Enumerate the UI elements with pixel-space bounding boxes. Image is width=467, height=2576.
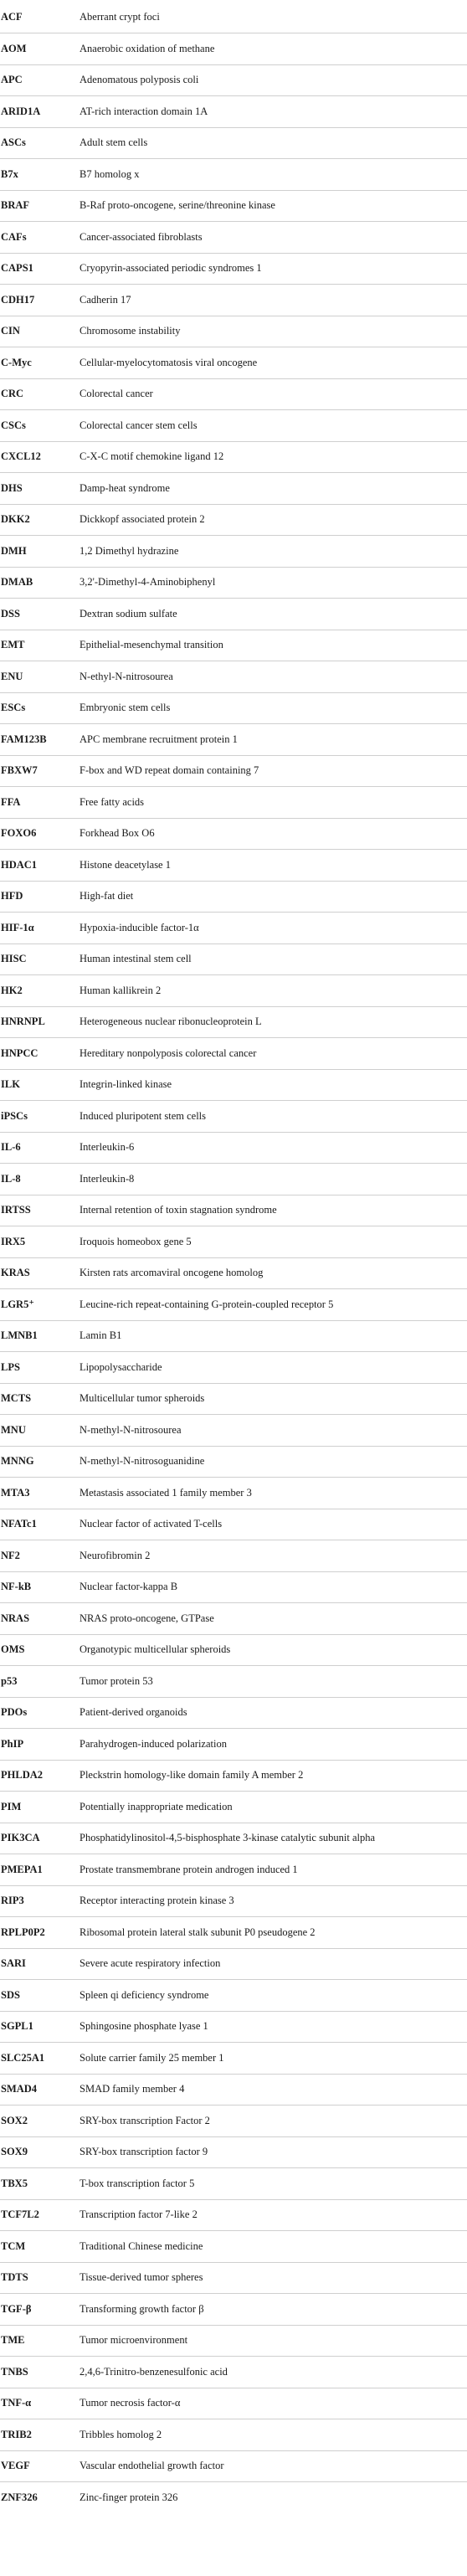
abbreviation-cell: NRAS: [0, 1603, 80, 1635]
table-row: [0, 2136, 467, 2168]
definition-cell: N-ethyl-N-nitrosourea: [80, 661, 467, 693]
table-row: [0, 1885, 467, 1917]
definition-cell: Histone deacetylase 1: [80, 850, 467, 882]
abbreviation-cell: CSCs: [0, 410, 80, 442]
definition-cell: Phosphatidylinositol-4,5-bisphosphate 3-kinase catalytic subunit alpha: [80, 1823, 467, 1854]
table-row: [0, 1038, 467, 1070]
table-row: [0, 378, 467, 410]
table-row: [0, 755, 467, 787]
definition-cell: Nuclear factor-kappa B: [80, 1571, 467, 1603]
definition-cell: Lipopolysaccharide: [80, 1352, 467, 1384]
definition-cell: Nuclear factor of activated T-cells: [80, 1509, 467, 1540]
definition-cell: Integrin-linked kinase: [80, 1069, 467, 1101]
table-row: [0, 441, 467, 473]
definition-cell: Cellular-myelocytomatosis viral oncogene: [80, 347, 467, 379]
definition-cell: Prostate transmembrane protein androgen induced 1: [80, 1854, 467, 1886]
table-row: [0, 1634, 467, 1666]
definition-cell: AT-rich interaction domain 1A: [80, 96, 467, 128]
definition-cell: Multicellular tumor spheroids: [80, 1383, 467, 1415]
definition-cell: SRY-box transcription Factor 2: [80, 2106, 467, 2137]
definition-cell: Tumor necrosis factor-α: [80, 2388, 467, 2419]
table-row: [0, 787, 467, 819]
table-row: [0, 1603, 467, 1635]
definition-cell: Pleckstrin homology-like domain family A member 2: [80, 1760, 467, 1792]
abbreviation-cell: CRC: [0, 378, 80, 410]
table-row: [0, 2011, 467, 2043]
table-row: [0, 692, 467, 724]
abbreviation-cell: FBXW7: [0, 755, 80, 787]
abbreviation-cell: TCF7L2: [0, 2199, 80, 2231]
definition-cell: B7 homolog x: [80, 159, 467, 191]
table-row: [0, 1980, 467, 2012]
definition-cell: Solute carrier family 25 member 1: [80, 2043, 467, 2075]
abbreviation-cell: DKK2: [0, 504, 80, 536]
definition-cell: B-Raf proto-oncogene, serine/threonine kinase: [80, 190, 467, 222]
definition-cell: Chromosome instability: [80, 316, 467, 347]
table-row: [0, 1257, 467, 1289]
definition-cell: Human kallikrein 2: [80, 975, 467, 1007]
definition-cell: Leucine-rich repeat-containing G-protein-coupled receptor 5: [80, 1289, 467, 1321]
table-row: [0, 1729, 467, 1761]
definition-cell: N-methyl-N-nitrosourea: [80, 1415, 467, 1447]
abbreviation-cell: PDOs: [0, 1697, 80, 1729]
table-row: [0, 2043, 467, 2075]
definition-cell: 2,4,6-Trinitro-benzenesulfonic acid: [80, 2357, 467, 2388]
definition-cell: Colorectal cancer stem cells: [80, 410, 467, 442]
definition-cell: Anaerobic oxidation of methane: [80, 33, 467, 65]
abbreviation-cell: PIM: [0, 1792, 80, 1823]
abbreviation-cell: MNU: [0, 1415, 80, 1447]
definition-cell: Metastasis associated 1 family member 3: [80, 1478, 467, 1509]
definition-cell: Dickkopf associated protein 2: [80, 504, 467, 536]
abbreviation-cell: RPLP0P2: [0, 1917, 80, 1949]
definition-cell: NRAS proto-oncogene, GTPase: [80, 1603, 467, 1635]
definition-cell: T-box transcription factor 5: [80, 2168, 467, 2200]
abbreviation-cell: CXCL12: [0, 441, 80, 473]
definition-cell: C-X-C motif chemokine ligand 12: [80, 441, 467, 473]
abbreviation-cell: HFD: [0, 881, 80, 913]
abbreviation-cell: SGPL1: [0, 2011, 80, 2043]
table-row: [0, 975, 467, 1007]
abbreviation-cell: PIK3CA: [0, 1823, 80, 1854]
table-row: [0, 1226, 467, 1258]
table-row: [0, 316, 467, 347]
abbreviation-cell: B7x: [0, 159, 80, 191]
definition-cell: Cryopyrin-associated periodic syndromes 1: [80, 253, 467, 285]
table-row: [0, 285, 467, 316]
table-row: [0, 724, 467, 756]
table-row: [0, 1352, 467, 1384]
table-row: [0, 159, 467, 191]
abbreviation-cell: SLC25A1: [0, 2043, 80, 2075]
abbreviation-cell: MTA3: [0, 1478, 80, 1509]
abbreviation-cell: HDAC1: [0, 850, 80, 882]
definition-cell: APC membrane recruitment protein 1: [80, 724, 467, 756]
table-row: [0, 1571, 467, 1603]
definition-cell: F-box and WD repeat domain containing 7: [80, 755, 467, 787]
table-row: [0, 190, 467, 222]
definition-cell: Hypoxia-inducible factor-1α: [80, 913, 467, 944]
table-row: [0, 1509, 467, 1540]
abbreviation-cell: SDS: [0, 1980, 80, 2012]
definition-cell: Ribosomal protein lateral stalk subunit P0 pseudogene 2: [80, 1917, 467, 1949]
table-row: [0, 2482, 467, 2514]
abbreviation-cell: HNPCC: [0, 1038, 80, 1070]
abbreviation-cell: RIP3: [0, 1885, 80, 1917]
abbreviation-cell: MNNG: [0, 1446, 80, 1478]
table-row: [0, 347, 467, 379]
definition-cell: Neurofibromin 2: [80, 1540, 467, 1572]
definition-cell: Damp-heat syndrome: [80, 473, 467, 505]
table-row: [0, 2106, 467, 2137]
definition-cell: SMAD family member 4: [80, 2074, 467, 2106]
table-row: [0, 2262, 467, 2294]
definition-cell: Transforming growth factor β: [80, 2294, 467, 2326]
abbreviation-cell: MCTS: [0, 1383, 80, 1415]
abbreviation-cell: LPS: [0, 1352, 80, 1384]
abbreviation-cell: p53: [0, 1666, 80, 1698]
table-row: [0, 567, 467, 599]
definition-cell: Adenomatous polyposis coli: [80, 64, 467, 96]
abbreviation-cell: ESCs: [0, 692, 80, 724]
definition-cell: Adult stem cells: [80, 127, 467, 159]
abbreviation-cell: iPSCs: [0, 1101, 80, 1133]
definition-cell: Sphingosine phosphate lyase 1: [80, 2011, 467, 2043]
definition-cell: Interleukin-6: [80, 1132, 467, 1164]
table-row: [0, 127, 467, 159]
table-row: [0, 96, 467, 128]
abbreviation-cell: ASCs: [0, 127, 80, 159]
abbreviation-cell: CAFs: [0, 222, 80, 254]
abbreviation-cell: IL-6: [0, 1132, 80, 1164]
abbreviation-cell: LMNB1: [0, 1320, 80, 1352]
definition-cell: Transcription factor 7-like 2: [80, 2199, 467, 2231]
table-row: [0, 1854, 467, 1886]
table-row: [0, 64, 467, 96]
definition-cell: Free fatty acids: [80, 787, 467, 819]
definition-cell: Cancer-associated fibroblasts: [80, 222, 467, 254]
definition-cell: Colorectal cancer: [80, 378, 467, 410]
abbreviation-cell: DMH: [0, 536, 80, 568]
definition-cell: Receptor interacting protein kinase 3: [80, 1885, 467, 1917]
table-row: [0, 253, 467, 285]
table-row: [0, 1383, 467, 1415]
table-row: [0, 2357, 467, 2388]
definition-cell: Tissue-derived tumor spheres: [80, 2262, 467, 2294]
definition-cell: 1,2 Dimethyl hydrazine: [80, 536, 467, 568]
abbreviation-table-body: [0, 2, 467, 2513]
abbreviation-cell: IRX5: [0, 1226, 80, 1258]
definition-cell: Patient-derived organoids: [80, 1697, 467, 1729]
definition-cell: Induced pluripotent stem cells: [80, 1101, 467, 1133]
abbreviation-cell: AOM: [0, 33, 80, 65]
abbreviation-cell: FOXO6: [0, 818, 80, 850]
abbreviation-cell: KRAS: [0, 1257, 80, 1289]
definition-cell: Kirsten rats arcomaviral oncogene homolog: [80, 1257, 467, 1289]
definition-cell: Traditional Chinese medicine: [80, 2231, 467, 2263]
table-row: [0, 881, 467, 913]
abbreviation-cell: NFATc1: [0, 1509, 80, 1540]
abbreviation-cell: ARID1A: [0, 96, 80, 128]
table-row: [0, 1195, 467, 1226]
abbreviation-cell: VEGF: [0, 2450, 80, 2482]
definition-cell: Severe acute respiratory infection: [80, 1948, 467, 1980]
table-row: [0, 818, 467, 850]
definition-cell: Cadherin 17: [80, 285, 467, 316]
abbreviation-cell: DSS: [0, 599, 80, 630]
table-row: [0, 2074, 467, 2106]
definition-cell: Iroquois homeobox gene 5: [80, 1226, 467, 1258]
table-row: [0, 1446, 467, 1478]
definition-cell: 3,2'-Dimethyl-4-Aminobiphenyl: [80, 567, 467, 599]
abbreviation-cell: TME: [0, 2325, 80, 2357]
abbreviation-cell: IRTSS: [0, 1195, 80, 1226]
table-row: [0, 1666, 467, 1698]
table-row: [0, 913, 467, 944]
definition-cell: Tumor microenvironment: [80, 2325, 467, 2357]
abbreviation-cell: HISC: [0, 944, 80, 975]
definition-cell: Interleukin-8: [80, 1164, 467, 1195]
abbreviation-cell: HNRNPL: [0, 1006, 80, 1038]
table-row: [0, 850, 467, 882]
abbreviation-cell: BRAF: [0, 190, 80, 222]
abbreviation-table: [0, 2, 467, 2513]
definition-cell: Forkhead Box O6: [80, 818, 467, 850]
table-row: [0, 536, 467, 568]
definition-cell: Aberrant crypt foci: [80, 2, 467, 33]
table-row: [0, 2199, 467, 2231]
abbreviation-cell: FFA: [0, 787, 80, 819]
definition-cell: Lamin B1: [80, 1320, 467, 1352]
abbreviation-cell: TBX5: [0, 2168, 80, 2200]
abbreviation-cell: OMS: [0, 1634, 80, 1666]
definition-cell: Potentially inappropriate medication: [80, 1792, 467, 1823]
abbreviation-cell: DHS: [0, 473, 80, 505]
definition-cell: N-methyl-N-nitrosoguanidine: [80, 1446, 467, 1478]
table-row: [0, 1415, 467, 1447]
table-row: [0, 2450, 467, 2482]
table-row: [0, 410, 467, 442]
abbreviation-cell: HIF-1α: [0, 913, 80, 944]
table-row: [0, 1792, 467, 1823]
definition-cell: High-fat diet: [80, 881, 467, 913]
table-row: [0, 1478, 467, 1509]
abbreviation-cell: EMT: [0, 630, 80, 661]
abbreviation-cell: PMEPA1: [0, 1854, 80, 1886]
abbreviation-cell: NF2: [0, 1540, 80, 1572]
abbreviation-cell: ZNF326: [1, 2491, 38, 2503]
table-row: [0, 1948, 467, 1980]
table-row: [0, 1540, 467, 1572]
definition-cell: Human intestinal stem cell: [80, 944, 467, 975]
abbreviation-cell: APC: [0, 64, 80, 96]
table-row: [0, 2231, 467, 2263]
abbreviation-cell: CDH17: [0, 285, 80, 316]
abbreviation-cell: ILK: [0, 1069, 80, 1101]
abbreviation-cell: CIN: [0, 316, 80, 347]
abbreviation-cell: TDTS: [0, 2262, 80, 2294]
table-row: [0, 1917, 467, 1949]
abbreviation-cell: DMAB: [0, 567, 80, 599]
table-row: [0, 473, 467, 505]
definition-cell: Embryonic stem cells: [80, 692, 467, 724]
definition-cell: Tribbles homolog 2: [80, 2419, 467, 2451]
table-row: [0, 1164, 467, 1195]
table-row: [0, 1697, 467, 1729]
table-row: [0, 1006, 467, 1038]
abbreviation-cell: TNF-α: [0, 2388, 80, 2419]
table-row: [0, 630, 467, 661]
table-row: [0, 1069, 467, 1101]
definition-cell: Spleen qi deficiency syndrome: [80, 1980, 467, 2012]
definition-cell: SRY-box transcription factor 9: [80, 2136, 467, 2168]
table-row: [0, 33, 467, 65]
table-row: [0, 2168, 467, 2200]
table-row: [0, 1320, 467, 1352]
table-row: [0, 222, 467, 254]
abbreviation-cell: PHLDA2: [0, 1760, 80, 1792]
abbreviation-cell: TGF-β: [0, 2294, 80, 2326]
definition-cell: Epithelial-mesenchymal transition: [80, 630, 467, 661]
abbreviation-cell: IL-8: [0, 1164, 80, 1195]
abbreviation-cell: SOX2: [0, 2106, 80, 2137]
definition-cell: Hereditary nonpolyposis colorectal cancer: [80, 1038, 467, 1070]
table-row: [0, 2294, 467, 2326]
abbreviation-cell: PhIP: [0, 1729, 80, 1761]
abbreviation-cell: SOX9: [0, 2136, 80, 2168]
abbreviation-cell: ENU: [0, 661, 80, 693]
definition-cell: Internal retention of toxin stagnation syndrome: [80, 1195, 467, 1226]
table-row: [0, 661, 467, 693]
table-row: [0, 2419, 467, 2451]
abbreviation-cell: SMAD4: [0, 2074, 80, 2106]
table-row: [0, 1289, 467, 1321]
abbreviation-cell: TRIB2: [0, 2419, 80, 2451]
definition-cell: Tumor protein 53: [80, 1666, 467, 1698]
table-row: [0, 2388, 467, 2419]
definition-cell: Zinc-finger protein 326: [80, 2491, 178, 2503]
table-row: [0, 1760, 467, 1792]
definition-cell: Dextran sodium sulfate: [80, 599, 467, 630]
definition-cell: Organotypic multicellular spheroids: [80, 1634, 467, 1666]
definition-cell: Vascular endothelial growth factor: [80, 2450, 467, 2482]
table-row: [0, 1101, 467, 1133]
abbreviation-cell: CAPS1: [0, 253, 80, 285]
abbreviation-cell: TNBS: [0, 2357, 80, 2388]
table-row: [0, 599, 467, 630]
abbreviation-cell: HK2: [0, 975, 80, 1007]
abbreviation-cell: TCM: [0, 2231, 80, 2263]
table-row: [0, 1823, 467, 1854]
table-row: [0, 504, 467, 536]
table-row: [0, 1132, 467, 1164]
abbreviation-cell: C-Myc: [0, 347, 80, 379]
abbreviation-cell: LGR5⁺: [0, 1289, 80, 1321]
table-row: [0, 2325, 467, 2357]
abbreviation-cell: NF-kB: [0, 1571, 80, 1603]
table-row: [0, 944, 467, 975]
abbreviation-cell: FAM123B: [0, 724, 80, 756]
definition-cell: Heterogeneous nuclear ribonucleoprotein L: [80, 1006, 467, 1038]
abbreviation-cell: SARI: [0, 1948, 80, 1980]
definition-cell: Parahydrogen-induced polarization: [80, 1729, 467, 1761]
abbreviation-cell: ACF: [0, 2, 80, 33]
table-row: [0, 2, 467, 33]
